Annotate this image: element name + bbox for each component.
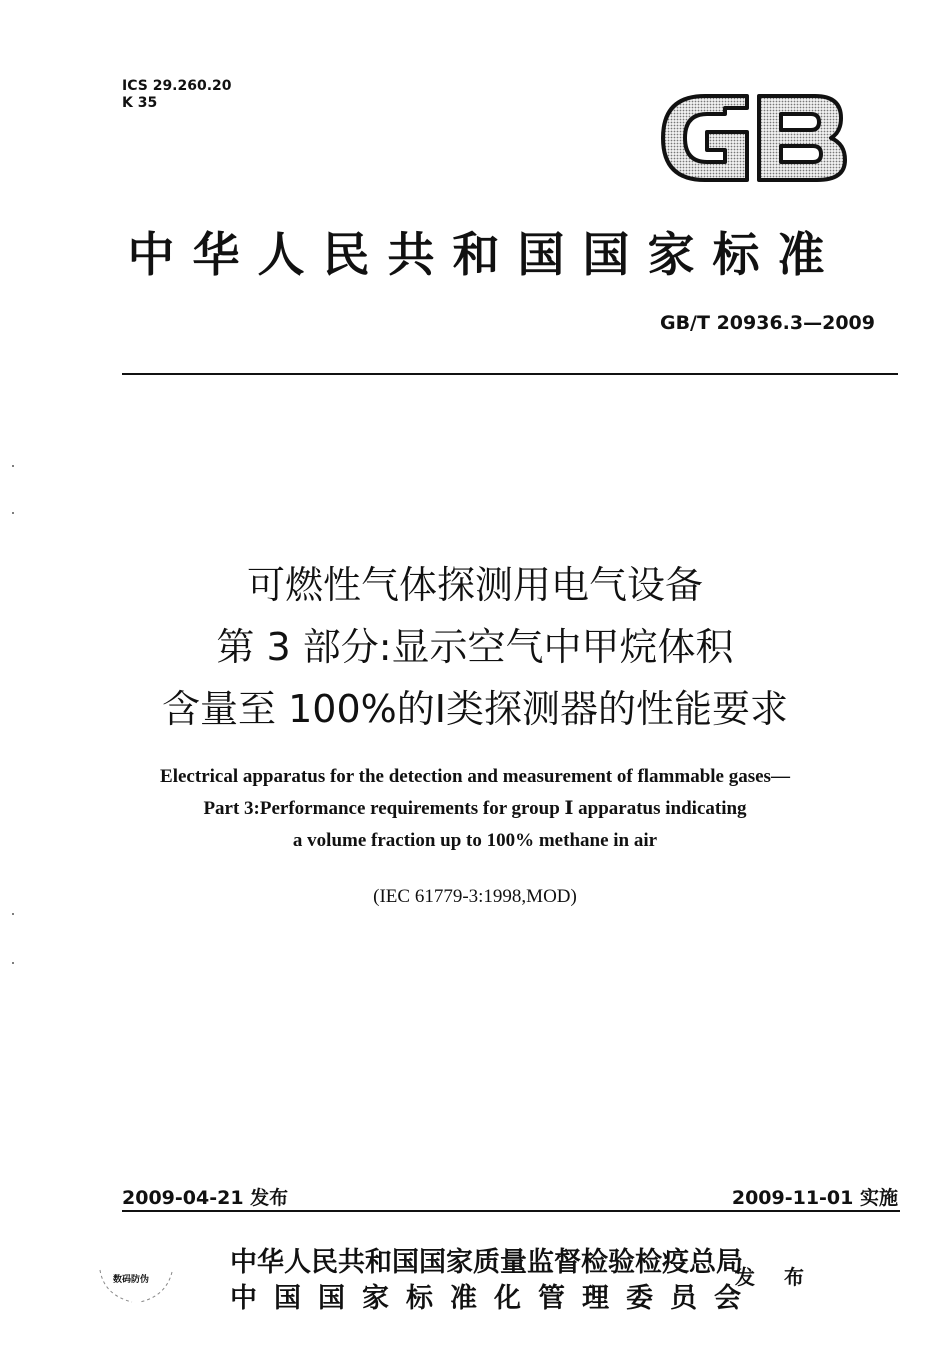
english-title [0,761,950,857]
scan-speck [12,512,14,514]
national-standard-title: 中华人民共和国国家标准 [127,230,843,282]
english-title-line-2: Part 3:Performance requirements for group Ⅰ apparatus indicating [203,798,747,819]
footer-divider [122,1210,900,1212]
english-title-line-3: a volume fraction up to 100% methane in air [292,830,658,851]
publish-label: 发 布 [735,1267,816,1289]
standard-number: GB/T 20936.3—2009 [659,312,875,334]
issue-date: 2009-04-21 发布 [122,1187,289,1209]
anti-counterfeit-label: 数码防伪 [113,1275,150,1285]
gb-logo [655,88,850,188]
header-divider [122,373,898,375]
chinese-title [0,554,950,740]
scan-speck [12,465,14,467]
ics-code: ICS 29.260.20 [122,78,232,94]
publisher-sac: 中国国家标准化管理委员会 [230,1283,758,1313]
category-code: K 35 [122,95,158,111]
english-title-line-1: Electrical apparatus for the detection and measurement of flammable gases— [160,766,790,787]
chinese-title-line-1: 可燃性气体探测用电气设备 [246,563,703,607]
adoption-reference: (IEC 61779-3:1998,MOD) [373,886,577,907]
chinese-title-line-3: 含量至 100%的Ⅰ类探测器的性能要求 [162,687,788,731]
scan-speck [12,913,14,915]
publisher-aqsiq: 中华人民共和国国家质量监督检验检疫总局 [230,1247,743,1277]
chinese-title-line-2: 第 3 部分:显示空气中甲烷体积 [216,625,734,669]
implementation-date: 2009-11-01 实施 [731,1187,898,1209]
scan-speck [12,962,14,964]
ics-code-block [122,78,232,112]
